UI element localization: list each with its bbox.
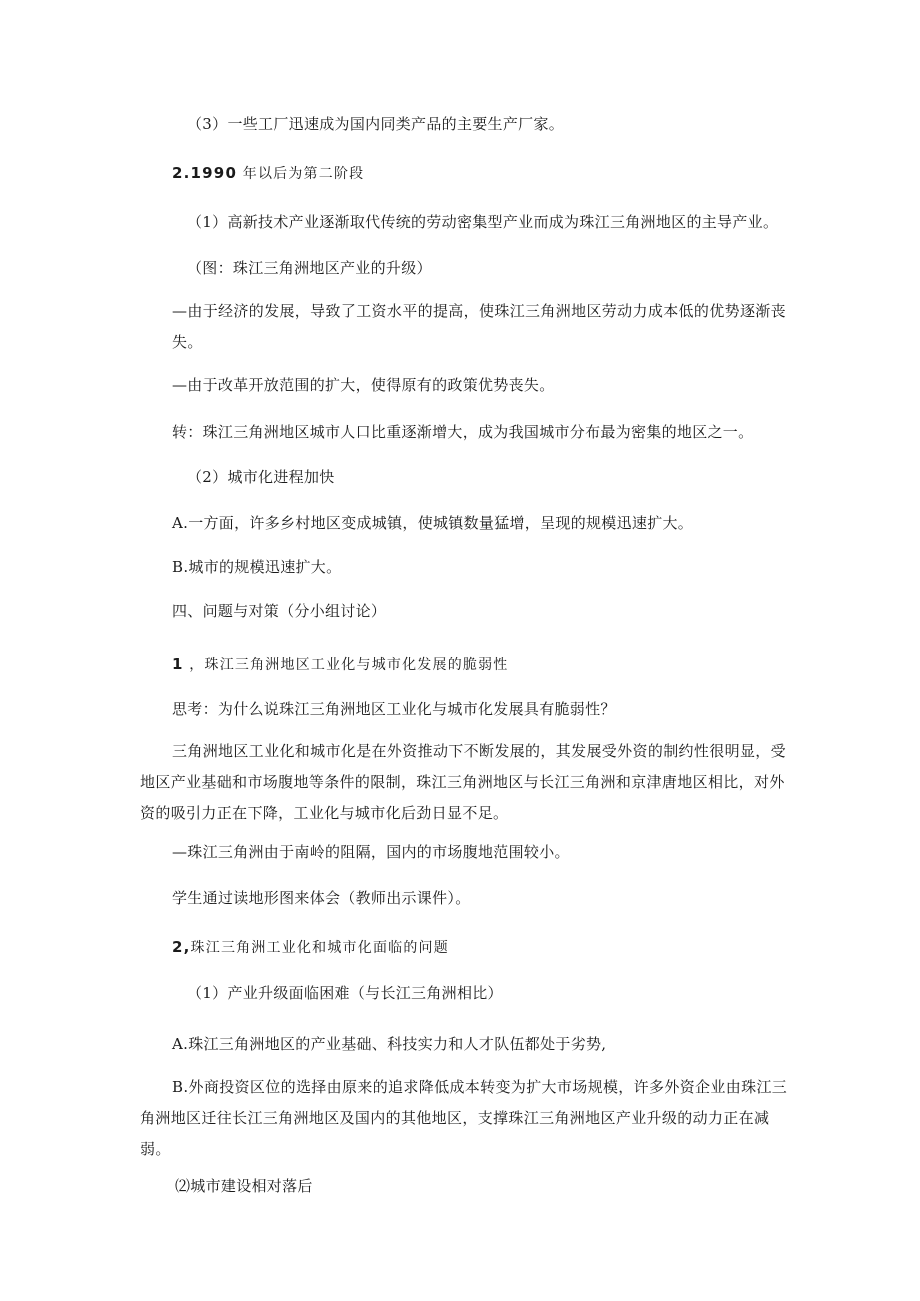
item-b-investment-shift: B.外商投资区位的选择由原来的追求降低成本转变为扩大市场规模，许多外资企业由珠江三角洲地区迁往长江三角洲地区及国内的其他地区，支撑珠江三角洲地区产业升级的动力正在减弱。 [140,1078,788,1158]
item-upgrade-difficulty: （1）产业升级面临困难（与长江三角洲相比） [187,984,503,1002]
paragraph-urban-population: 转：珠江三角洲地区城市人口比重逐渐增大，成为我国城市分布最为密集的地区之一。 [172,423,754,441]
item-urbanization-accelerates: （2）城市化进程加快 [187,468,335,486]
item-factories-major-producers: （3）一些工厂迅速成为国内同类产品的主要生产厂家。 [187,115,565,133]
section-heading-problems-countermeasures: 四、问题与对策（分小组讨论） [172,602,387,620]
subsection-number: 2, [172,938,191,956]
paragraph-students-terrain-map: 学生通过读地形图来体会（教师出示课件）。 [172,889,471,907]
item-b-city-scale: B.城市的规模迅速扩大。 [172,558,342,576]
item-a-towns-increase: A.一方面，许多乡村地区变成城镇，使城镇数量猛增，呈现的规模迅速扩大。 [172,514,694,532]
paragraph-wage-increase: —由于经济的发展，导致了工资水平的提高，使珠江三角洲地区劳动力成本低的优势逐渐丧失。 [172,302,787,351]
section-number: 2.1990 [172,164,238,182]
subsection-title: 珠江三角洲工业化和城市化面临的问题 [190,940,449,956]
subsection-number: 1 [172,655,184,673]
figure-caption-industry-upgrade: （图：珠江三角洲地区产业的升级） [187,259,432,277]
subsection-title: ，珠江三角洲地区工业化与城市化发展的脆弱性 [183,657,509,673]
item-urban-construction-lagging: ⑵城市建设相对落后 [175,1177,313,1195]
paragraph-nanling-barrier: —珠江三角洲由于南岭的阻隔，国内的市场腹地范围较小。 [172,843,570,861]
section-title: 年以后为第二阶段 [237,166,365,182]
paragraph-policy-advantage: —由于改革开放范围的扩大，使得原有的政策优势丧失。 [172,376,555,394]
section-heading-stage-two [172,163,364,184]
subsection-heading-fragility [172,654,509,675]
thinking-question: 思考：为什么说珠江三角洲地区工业化与城市化发展具有脆弱性？ [172,700,616,718]
item-high-tech-industry: （1）高新技术产业逐渐取代传统的劳动密集型产业而成为珠江三角洲地区的主导产业。 [187,213,779,231]
subsection-heading-issues [172,937,449,958]
paragraph-foreign-investment: 三角洲地区工业化和城市化是在外资推动下不断发展的，其发展受外资的制约性很明显，受地区产业基础和市场腹地等条件的限制，珠江三角洲地区与长江三角洲和京津唐地区相比，对外资的吸引力正在下降，工业化与城市化后劲日显不足。 [140,742,787,822]
item-a-disadvantage: A.珠江三角洲地区的产业基础、科技实力和人才队伍都处于劣势, [172,1035,607,1053]
